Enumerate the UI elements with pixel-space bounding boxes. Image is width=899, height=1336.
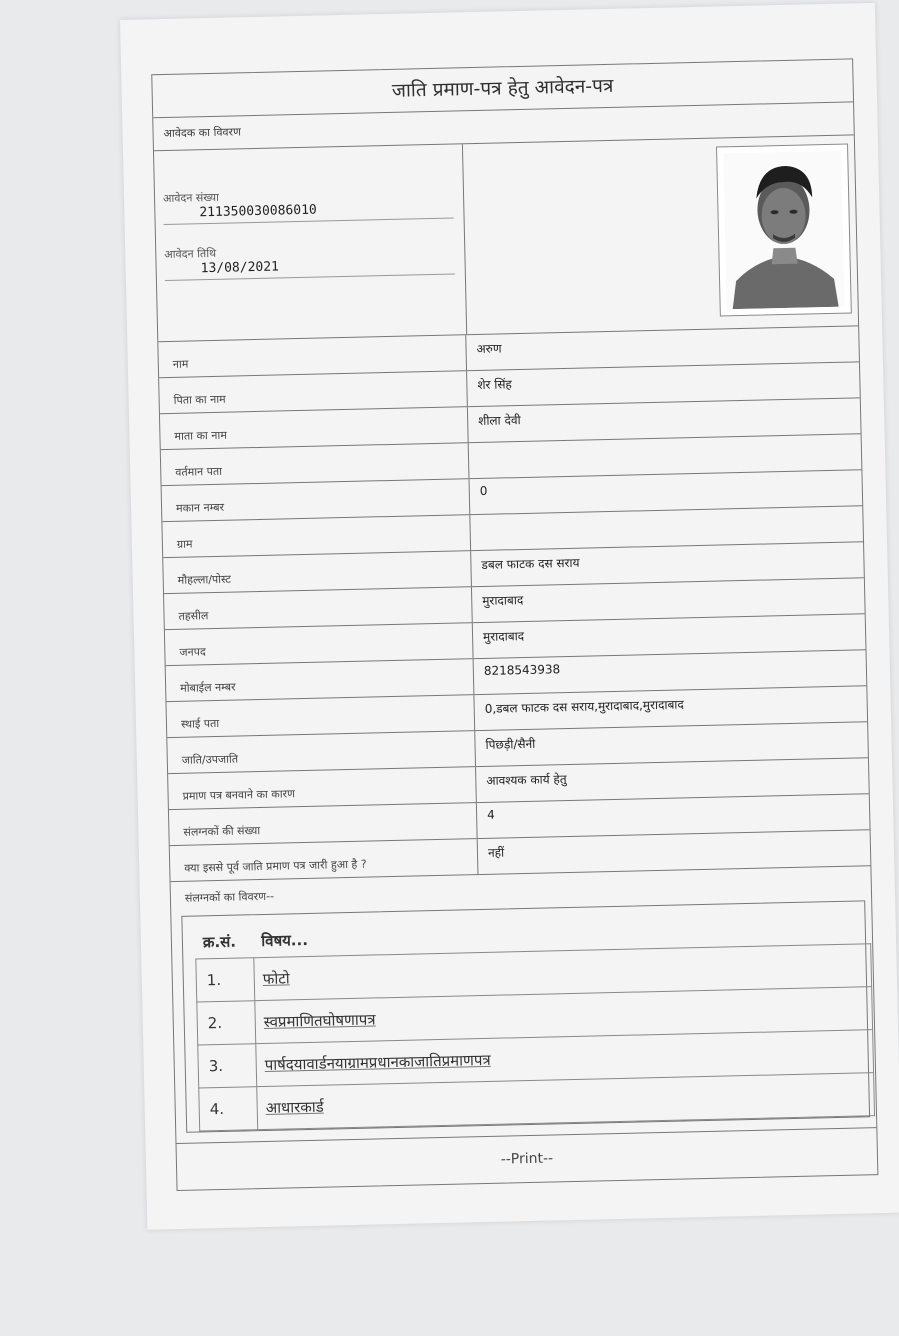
detail-value: पिछड़ी/सैनी [485,736,536,752]
detail-label: नाम [158,335,467,377]
application-number-label: आवेदन संख्या [162,190,220,206]
detail-label: मौहल्ला/पोस्ट [163,551,472,593]
detail-value: शेर सिंह [477,377,513,392]
detail-label: प्रमाण पत्र बनवाने का कारण [168,767,477,809]
detail-label: स्थाई पता [166,695,475,737]
detail-value: नहीं [487,845,505,860]
applicant-photo [716,144,852,317]
applicant-header-block [154,135,858,342]
attachment-subject: आधारकार्ड [257,1073,875,1130]
detail-value: अरुण [476,341,502,356]
details-rows [158,326,870,882]
detail-label: वर्तमान पता [161,443,470,485]
attachments-heading: संलग्नकों का विवरण-- [184,889,275,905]
detail-value: डबल फाटक दस सराय [481,555,580,572]
application-date-label: आवेदन तिथि [164,246,217,262]
document-sheet [120,3,899,1230]
detail-value: मुरादाबाद [482,628,525,644]
application-number-field [163,184,454,225]
detail-label: ग्राम [162,515,471,557]
detail-value: 0,डबल फाटक दस सराय,मुरादाबाद,मुरादाबाद [484,697,684,716]
detail-label: मोबाईल नम्बर [166,659,475,701]
application-number-value: 211350030086010 [163,199,453,225]
attachment-number: 4. [199,1087,258,1131]
section-label: आवेदक का विवरण [153,102,854,151]
detail-label: तहसील [164,587,473,629]
application-date-value: 13/08/2021 [165,255,455,281]
detail-value: 4 [486,807,495,822]
detail-label: क्या इससे पूर्व जाति प्रमाण पत्र जारी हुआ है ? [170,839,479,881]
detail-value: 0 [479,483,488,498]
attachment-number: 2. [197,1001,256,1045]
form-title: जाति प्रमाण-पत्र हेतु आवेदन-पत्र [152,59,853,118]
application-meta [154,144,467,341]
detail-label: जाति/उपजाति [167,731,476,773]
detail-value: मुरादाबाद [482,593,524,608]
detail-label: पिता का नाम [159,371,468,413]
detail-value: 8218543938 [483,662,561,678]
attachments-box [181,900,870,1132]
attachment-subject: पार्षदयावार्डनयाग्रामप्रधानकाजातिप्रमाणपत्र [256,1030,874,1087]
detail-label: मकान नम्बर [162,479,471,521]
serial-column-header: क्र.सं. [202,932,237,952]
print-link: --Print-- [176,1127,877,1190]
attachment-number: 3. [198,1044,257,1088]
detail-label: माता का नाम [160,407,469,449]
photo-cell [463,135,858,334]
detail-label: जनपद [165,623,474,665]
attachment-subject: फोटो [254,944,872,1001]
attachment-subject: स्वप्रमाणितघोषणापत्र [255,987,873,1044]
application-form [151,58,878,1191]
attachment-number: 1. [196,958,255,1002]
subject-column-header: विषय... [261,930,309,951]
detail-label: संलग्नकों की संख्या [169,803,478,845]
attachments-table [195,943,875,1131]
person-photo-icon [723,151,845,310]
detail-value: शीला देवी [478,413,521,428]
detail-value: आवश्यक कार्य हेतु [486,772,567,788]
application-date-field [164,240,455,281]
